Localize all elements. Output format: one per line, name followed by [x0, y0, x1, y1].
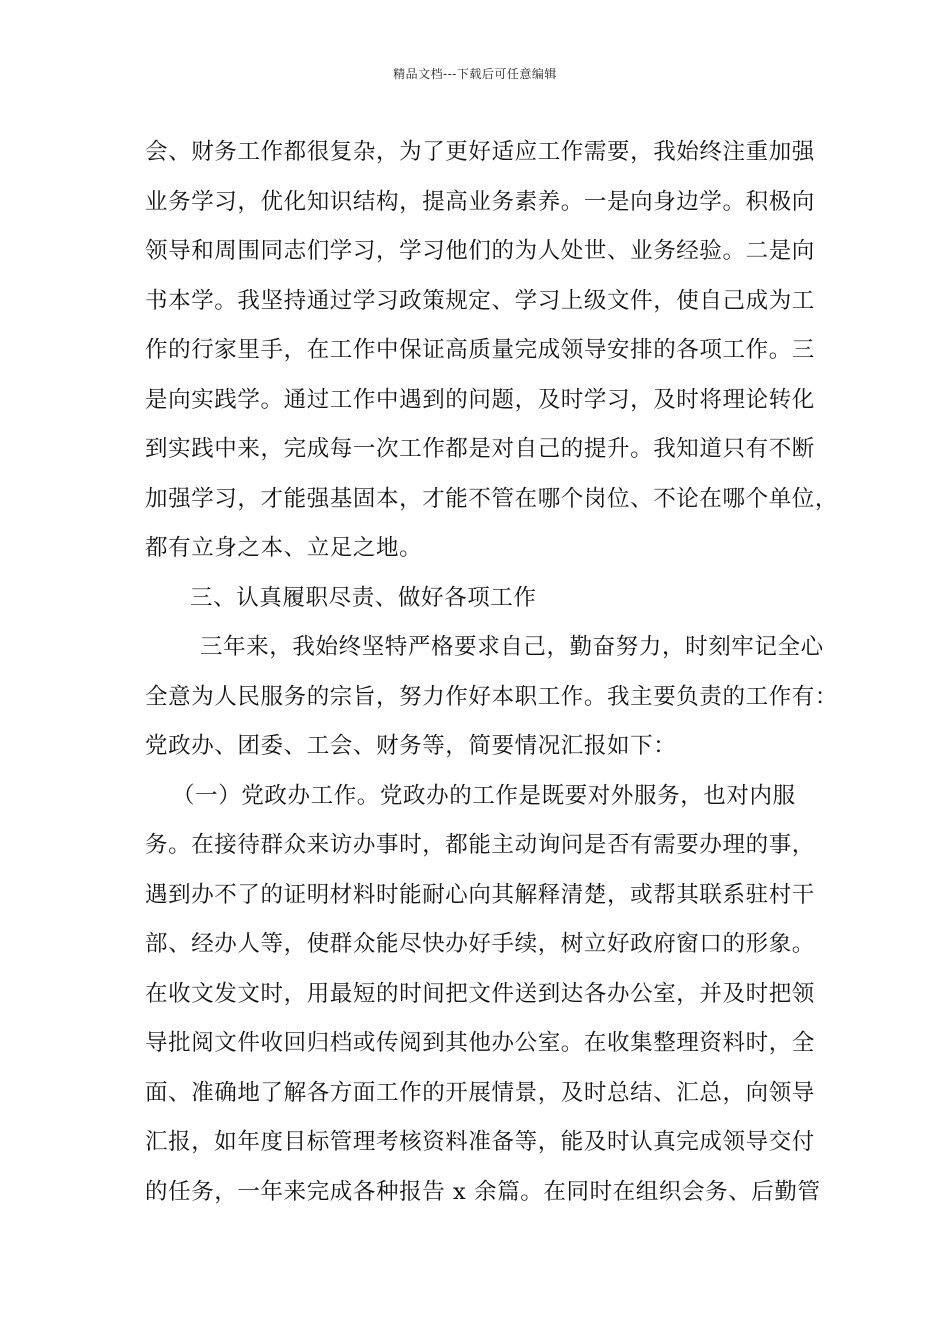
text-line: 汇报，如年度目标管理考核资料准备等，能及时认真完成领导交付	[145, 1129, 815, 1155]
text-line: 的任务，一年来完成各种报告 x 余篇。在同时在组织会务、后勤管	[145, 1179, 821, 1205]
text-line: 全意为人民服务的宗旨，努力作好本职工作。我主要负责的工作有：	[145, 684, 839, 710]
text-line: 业务学习，优化知识结构，提高业务素养。一是向身边学。积极向	[145, 189, 815, 215]
text-line: 书本学。我坚持通过学习政策规定、学习上级文件，使自己成为工	[145, 288, 815, 314]
text-line: 导批阅文件收回归档或传阅到其他办公室。在收集整理资料时，全	[145, 1030, 815, 1056]
text-line: 都有立身之本、立足之地。	[145, 535, 423, 561]
section-heading: 三、认真履职尽责、做好各项工作	[190, 585, 537, 611]
text-line: 会、财务工作都很复杂，为了更好适应工作需要，我始终注重加强	[145, 139, 815, 165]
text-line: 领导和周围同志们学习，学习他们的为人处世、业务经验。二是向	[145, 238, 815, 264]
text-line: 面、准确地了解各方面工作的开展情景，及时总结、汇总，向领导	[145, 1080, 815, 1106]
text-line: （一）党政办工作。党政办的工作是既要对外服务，也对内服	[172, 783, 796, 809]
text-line: 务。在接待群众来访办事时，都能主动询问是否有需要办理的事，	[145, 832, 815, 858]
text-line: 是向实践学。通过工作中遇到的问题，及时学习，及时将理论转化	[145, 387, 815, 413]
text-line: 加强学习，才能强基固本，才能不管在哪个岗位、不论在哪个单位，	[145, 486, 839, 512]
text-line: 在收文发文时，用最短的时间把文件送到达各办公室，并及时把领	[145, 981, 815, 1007]
text-line: 遇到办不了的证明材料时能耐心向其解释清楚，或帮其联系驻村干	[145, 882, 815, 908]
text-line: 三年来，我始终坚特严格要求自己，勤奋努力，时刻牢记全心	[200, 634, 824, 660]
text-line: 党政办、团委、工会、财务等，简要情况汇报如下：	[145, 733, 677, 759]
page-header: 精品文档---下载后可任意编辑	[393, 67, 557, 81]
text-line: 部、经办人等，使群众能尽快办好手续，树立好政府窗口的形象。	[145, 931, 815, 957]
text-line: 作的行家里手，在工作中保证高质量完成领导安排的各项工作。三	[145, 337, 815, 363]
text-line: 到实践中来，完成每一次工作都是对自己的提升。我知道只有不断	[145, 436, 815, 462]
